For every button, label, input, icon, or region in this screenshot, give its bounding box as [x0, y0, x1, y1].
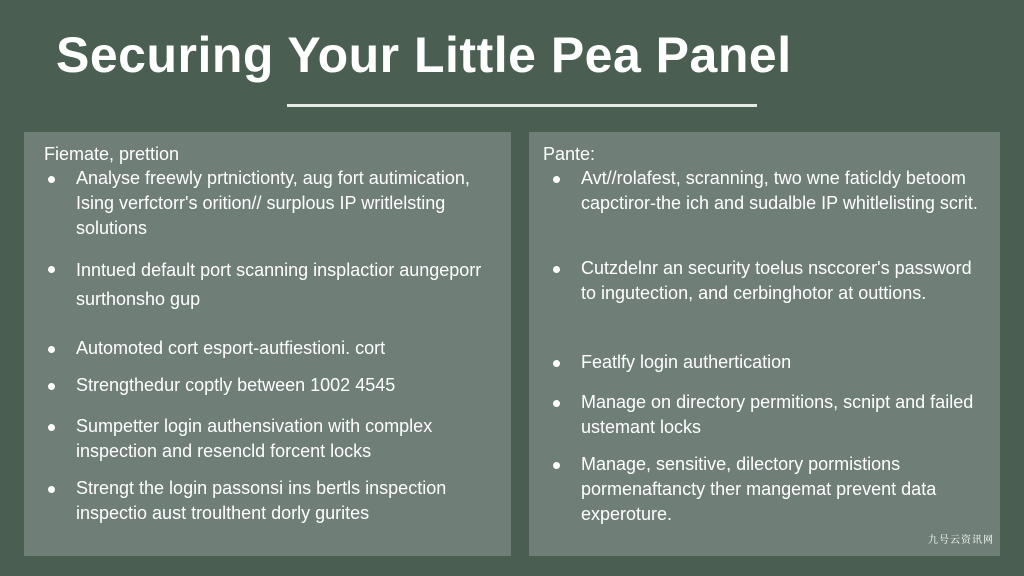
bullet-dot-icon: [48, 424, 55, 431]
right-bullet-item: [553, 166, 983, 216]
left-bullet-item: [48, 256, 488, 314]
bullet-dot-icon: [48, 486, 55, 493]
left-panel: [24, 132, 511, 556]
bullet-dot-icon: [553, 462, 560, 469]
left-bullet-text: Inntued default port scanning insplactior aungeporr surthonsho gup: [76, 260, 482, 309]
right-bullet-item: [553, 350, 983, 375]
right-bullet-item: [553, 452, 983, 527]
bullet-dot-icon: [48, 176, 55, 183]
left-bullet-item: [48, 336, 488, 361]
bullet-dot-icon: [553, 360, 560, 367]
bullet-dot-icon: [48, 346, 55, 353]
left-bullet-text: Sumpetter login authensivation with complex inspection and resencld forcent locks: [76, 416, 433, 461]
left-bullet-item: [48, 166, 488, 241]
left-bullet-item: [48, 476, 488, 526]
right-bullet-item: [553, 256, 983, 306]
left-bullet-text: Automoted cort esport-autfiestioni. cort: [76, 338, 386, 358]
right-bullet-text: Featlfy login authertication: [581, 352, 792, 372]
left-bullet-text: Analyse freewly prtnictionty, aug fort autimication, Ising verfctorr's orition// surplous IP writlelsting solutions: [76, 168, 470, 238]
right-bullet-text: Avt//rolafest, scranning, two wne faticldy betoom capctiror-the ich and sudalble IP whitlelisting scrit.: [581, 168, 978, 213]
left-bullet-item: [48, 414, 488, 464]
title-underline: [287, 104, 757, 107]
right-bullet-text: Manage on directory permitions, scnipt and failed ustemant locks: [581, 392, 974, 437]
right-bullet-item: [553, 390, 983, 440]
left-panel-heading: Fiemate, prettion: [44, 144, 180, 164]
left-bullet-text: Strengt the login passonsi ins bertls inspection inspectio aust troulthent dorly gurites: [76, 478, 447, 523]
bullet-dot-icon: [553, 176, 560, 183]
right-bullet-text: Cutzdelnr an security toelus nsccorer's password to inguteсtion, and cerbinghotor at outtions.: [581, 258, 972, 303]
bullet-dot-icon: [553, 400, 560, 407]
page-title: Securing Your Little Pea Panel: [56, 27, 792, 83]
right-panel-heading: Pante:: [543, 144, 596, 164]
left-bullet-text: Strengthedur coptly between 1002 4545: [76, 375, 396, 395]
watermark-text: 九号云资讯网: [928, 535, 994, 546]
left-bullet-item: [48, 373, 488, 398]
right-bullet-text: Manage, sensitive, dilectory pormistions pormenaftancty ther mangemat prevent data experoture.: [581, 454, 937, 524]
bullet-dot-icon: [48, 383, 55, 390]
bullet-dot-icon: [48, 266, 55, 273]
bullet-dot-icon: [553, 266, 560, 273]
right-panel: [529, 132, 1000, 556]
